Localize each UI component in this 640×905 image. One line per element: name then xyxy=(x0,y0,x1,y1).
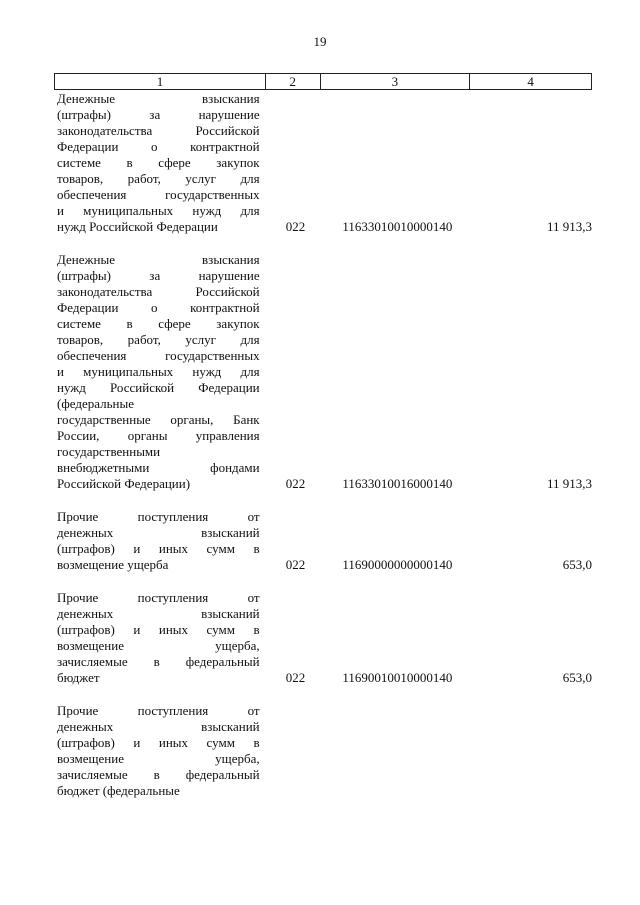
column-header-2: 2 xyxy=(266,74,321,89)
row-description xyxy=(54,703,260,799)
description-line: нужд Российской Федерации xyxy=(57,219,218,234)
table-row xyxy=(54,703,592,799)
page-number: 19 xyxy=(313,34,327,49)
description-line: денежных взысканий xyxy=(57,525,260,540)
amount-value: 11 913,3 xyxy=(546,219,592,234)
table-row xyxy=(54,590,592,686)
description-line: зачисляемые в федеральный xyxy=(57,767,260,782)
budget-classification-code: 11690010010000140 xyxy=(342,670,453,685)
description-line: России, органы управления xyxy=(57,428,260,443)
description-line: возмещение ущерба, xyxy=(57,751,260,766)
description-line: возмещение ущерба xyxy=(57,557,169,572)
description-line: (федеральные xyxy=(57,396,134,411)
row-description xyxy=(54,91,260,235)
budget-classification-code: 11690000000000140 xyxy=(342,557,453,572)
description-line: обеспечения государственных xyxy=(57,348,260,363)
description-line: товаров, работ, услуг для xyxy=(57,171,260,186)
description-line: и муниципальных нужд для xyxy=(57,364,260,379)
table-row xyxy=(54,509,592,573)
table-body xyxy=(54,91,592,799)
description-line: Прочие поступления от xyxy=(57,703,260,718)
description-line: (штрафов) и иных сумм в xyxy=(57,622,260,637)
table-header-row xyxy=(54,73,592,90)
table-row xyxy=(54,252,592,492)
description-line: законодательства Российской xyxy=(57,284,260,299)
description-line: бюджет xyxy=(57,670,100,685)
admin-code: 022 xyxy=(285,557,306,572)
description-line: товаров, работ, услуг для xyxy=(57,332,260,347)
admin-code: 022 xyxy=(285,476,306,491)
row-description xyxy=(54,509,260,573)
description-line: Федерации о контрактной xyxy=(57,139,260,154)
description-line: Денежные взыскания xyxy=(57,91,260,106)
description-line: Прочие поступления от xyxy=(57,509,260,524)
description-line: (штрафов) и иных сумм в xyxy=(57,541,260,556)
description-line: законодательства Российской xyxy=(57,123,260,138)
description-line: Федерации о контрактной xyxy=(57,300,260,315)
description-line: (штрафы) за нарушение xyxy=(57,107,260,122)
revenue-table xyxy=(54,73,592,816)
amount-value: 11 913,3 xyxy=(546,476,592,491)
amount-value: 653,0 xyxy=(562,557,592,572)
description-line: системе в сфере закупок xyxy=(57,316,260,331)
column-header-4: 4 xyxy=(527,74,534,89)
column-header-1: 1 xyxy=(55,74,266,89)
admin-code: 022 xyxy=(285,670,306,685)
row-description xyxy=(54,252,260,492)
description-line: государственные органы, Банк xyxy=(57,412,260,427)
description-line: государственными xyxy=(57,444,161,459)
description-line: возмещение ущерба, xyxy=(57,638,260,653)
description-line: нужд Российской Федерации xyxy=(57,380,260,395)
budget-classification-code: 11633010016000140 xyxy=(342,476,453,491)
amount-value: 653,0 xyxy=(562,670,592,685)
column-header-3: 3 xyxy=(321,74,471,89)
description-line: бюджет (федеральные xyxy=(57,783,180,798)
budget-classification-code: 11633010010000140 xyxy=(342,219,453,234)
description-line: системе в сфере закупок xyxy=(57,155,260,170)
description-line: Денежные взыскания xyxy=(57,252,260,267)
description-line: денежных взысканий xyxy=(57,719,260,734)
table-row xyxy=(54,91,592,235)
description-line: зачисляемые в федеральный xyxy=(57,654,260,669)
description-line: (штрафов) и иных сумм в xyxy=(57,735,260,750)
description-line: внебюджетными фондами xyxy=(57,460,260,475)
description-line: Российской Федерации) xyxy=(57,476,191,491)
admin-code: 022 xyxy=(285,219,306,234)
description-line: обеспечения государственных xyxy=(57,187,260,202)
description-line: Прочие поступления от xyxy=(57,590,260,605)
row-description xyxy=(54,590,260,686)
description-line: денежных взысканий xyxy=(57,606,260,621)
description-line: и муниципальных нужд для xyxy=(57,203,260,218)
description-line: (штрафы) за нарушение xyxy=(57,268,260,283)
